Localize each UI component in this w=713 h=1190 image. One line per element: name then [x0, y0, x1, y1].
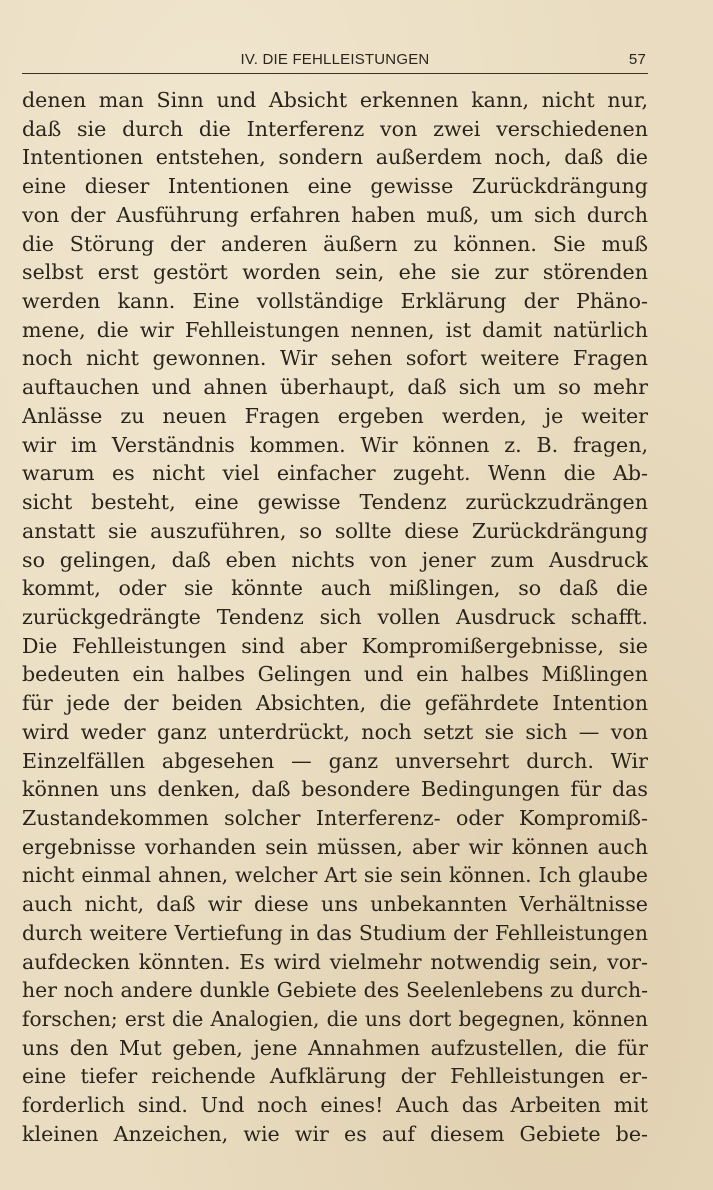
- text-line: eine dieser Intentionen eine gewisse Zurückdrängung: [22, 174, 648, 199]
- text-line: ergebnisse vorhanden sein müssen, aber wir können auch: [22, 834, 648, 859]
- text-line: forderlich sind. Und noch eines! Auch das Arbeiten mit: [22, 1093, 648, 1118]
- text-line: wir im Verständnis kommen. Wir können z. B. fragen,: [22, 432, 648, 457]
- text-line: Die Fehlleistungen sind aber Kompromißergebnisse, sie: [22, 633, 648, 658]
- text-line: kleinen Anzeichen, wie wir es auf diesem Gebiete be-: [22, 1121, 648, 1146]
- page-number: 57: [628, 51, 646, 68]
- text-line: durch weitere Vertiefung in das Studium der Fehlleistungen: [22, 920, 648, 945]
- text-line: forschen; erst die Analogien, die uns dort begegnen, können: [22, 1007, 648, 1031]
- text-line: können uns denken, daß besondere Bedingungen für das: [22, 777, 648, 802]
- text-line: mene, die wir Fehlleistungen nennen, ist damit natürlich: [22, 317, 648, 342]
- text-line: zurückgedrängte Tendenz sich vollen Ausdruck schafft.: [22, 604, 648, 629]
- chapter-title: IV. DIE FEHLLEISTUNGEN: [240, 51, 430, 68]
- text-line: sicht besteht, eine gewisse Tendenz zurückzudrängen: [22, 490, 648, 515]
- body-text: [22, 86, 648, 1149]
- text-line: her noch andere dunkle Gebiete des Seelenlebens zu durch-: [22, 978, 648, 1003]
- text-line: aufdecken könnten. Es wird vielmehr notwendig sein, vor-: [22, 949, 648, 974]
- text-line: noch nicht gewonnen. Wir sehen sofort weitere Fragen: [22, 346, 648, 371]
- text-line: Zustandekommen solcher Interferenz- oder Kompromiß-: [22, 805, 648, 830]
- text-line: Intentionen entstehen, sondern außerdem noch, daß die: [22, 145, 648, 170]
- text-line: denen man Sinn und Absicht erkennen kann, nicht nur,: [22, 88, 648, 112]
- text-line: so gelingen, daß eben nichts von jener zum Ausdruck: [22, 547, 648, 572]
- running-head: [22, 49, 648, 73]
- text-line: wird weder ganz unterdrückt, noch setzt sie sich — von: [22, 719, 648, 744]
- text-line: bedeuten ein halbes Gelingen und ein halbes Mißlingen: [22, 662, 648, 687]
- text-line: eine tiefer reichende Aufklärung der Fehlleistungen er-: [22, 1064, 648, 1089]
- text-line: daß sie durch die Interferenz von zwei verschiedenen: [22, 116, 648, 141]
- text-line: kommt, oder sie könnte auch mißlingen, so daß die: [22, 576, 648, 601]
- text-line: Anlässe zu neuen Fragen ergeben werden, je weiter: [22, 403, 648, 428]
- text-line: auftauchen und ahnen überhaupt, daß sich um so mehr: [22, 375, 648, 400]
- text-line: uns den Mut geben, jene Annahmen aufzustellen, die für: [22, 1035, 648, 1060]
- text-line: werden kann. Eine vollständige Erklärung der Phäno-: [22, 289, 648, 314]
- header-rule: [22, 73, 648, 74]
- text-line: auch nicht, daß wir diese uns unbekannten Verhältnisse: [22, 892, 648, 917]
- text-line: anstatt sie auszuführen, so sollte diese Zurückdrängung: [22, 518, 648, 543]
- text-line: von der Ausführung erfahren haben muß, um sich durch: [22, 202, 648, 227]
- text-line: für jede der beiden Absichten, die gefährdete Intention: [22, 691, 648, 716]
- text-line: selbst erst gestört worden sein, ehe sie zur störenden: [22, 260, 648, 285]
- text-line: nicht einmal ahnen, welcher Art sie sein können. Ich glaube: [22, 863, 648, 888]
- text-line: die Störung der anderen äußern zu können. Sie muß: [22, 231, 648, 256]
- text-line: warum es nicht viel einfacher zugeht. Wenn die Ab-: [22, 461, 648, 486]
- text-line: Einzelfällen abgesehen — ganz unversehrt durch. Wir: [22, 748, 648, 773]
